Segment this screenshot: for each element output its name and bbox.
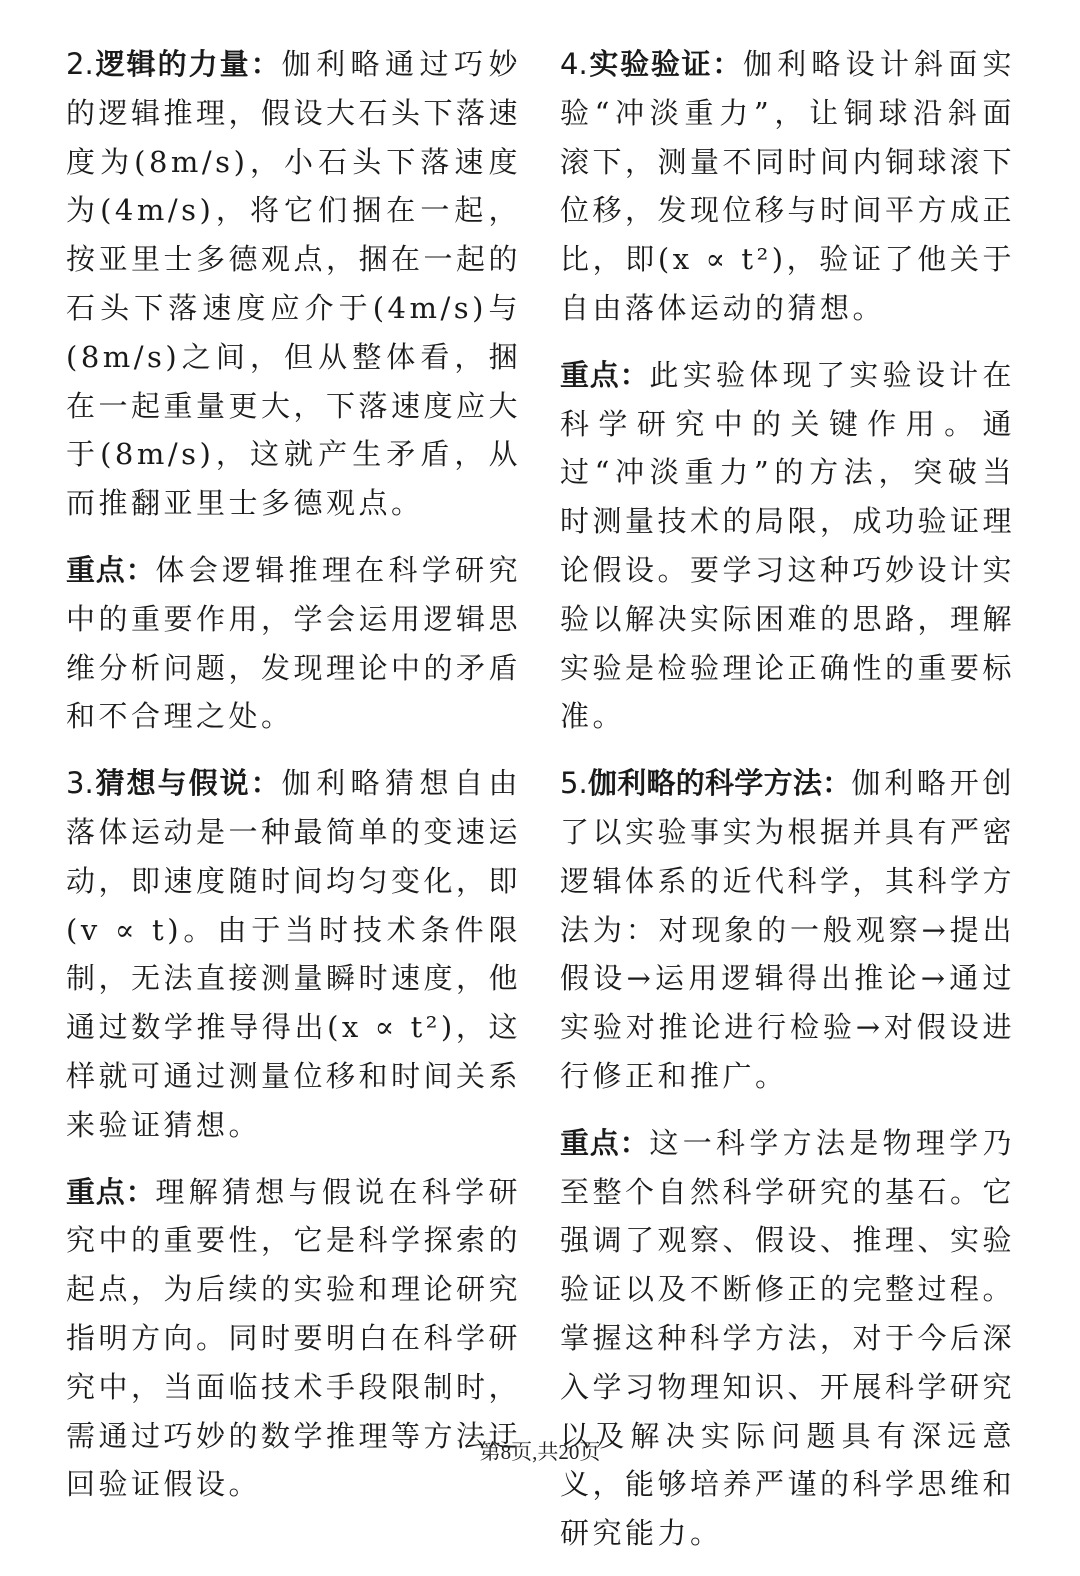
section-heading: [66, 47, 282, 81]
key-point-label: 重点：: [66, 552, 156, 587]
section-heading: [560, 766, 851, 800]
key-point-logic: [66, 546, 521, 741]
section-heading: [66, 766, 282, 800]
key-point-label: 重点：: [66, 1174, 156, 1209]
section-heading: [560, 47, 743, 81]
section-body: 伽利略通过巧妙的逻辑推理，假设大石头下落速度为(8m/s)，小石头下落速度为(4m/s)，将它们捆在一起，按亚里士多德观点，捆在一起的石头下落速度应介于(4m/s)与(8m/s)之间，但从整体看，捆在一起重量更大，下落速度应大于(8m/s)，这就产生矛盾，从而推翻亚里士多德观点。: [66, 47, 522, 521]
section-experiment: [560, 40, 1015, 333]
section-title: 实验验证：: [587, 47, 743, 81]
key-point-body: 理解猜想与假说在科学研究中的重要性，它是科学探索的起点，为后续的实验和理论研究指明方向。同时要明白在科学研究中，当面临技术手段限制时，需通过巧妙的数学推理等方法迂回验证假设。: [66, 1174, 522, 1502]
left-column: [66, 40, 521, 1527]
section-logic-power: [66, 40, 521, 528]
section-title: 逻辑的力量：: [93, 47, 282, 81]
key-point-label: 重点：: [560, 357, 650, 392]
section-title: 伽利略的科学方法：: [587, 766, 852, 801]
section-title: 猜想与假说：: [93, 766, 282, 801]
section-number: 2.: [66, 47, 94, 81]
key-point-body: 此实验体现了实验设计在科学研究中的关键作用。通过“冲淡重力”的方法，突破当时测量技术的局限，成功验证理论假设。要学习这种巧妙设计实验以解决实际困难的思路，理解实验是检验理论正确性的重要标准。: [560, 357, 1016, 734]
key-point-label: 重点：: [560, 1125, 650, 1160]
key-point-method: [560, 1119, 1015, 1558]
key-point-body: 这一科学方法是物理学乃至整个自然科学研究的基石。它强调了观察、假设、推理、实验验证以及不断修正的完整过程。掌握这种科学方法，对于今后深入学习物理知识、开展科学研究以及解决实际问题具有深远意义，能够培养严谨的科学思维和研究能力。: [560, 1125, 1016, 1551]
section-body: 伽利略猜想自由落体运动是一种最简单的变速运动，即速度随时间均匀变化，即(v ∝ t)。由于当时技术条件限制，无法直接测量瞬时速度，他通过数学推导得出(x ∝ t²)，这样就可通过测量位移和时间关系来验证猜想。: [66, 766, 522, 1142]
section-body: 伽利略设计斜面实验“冲淡重力”，让铜球沿斜面滚下，测量不同时间内铜球滚下位移，发现位移与时间平方成正比，即(x ∝ t²)，验证了他关于自由落体运动的猜想。: [560, 47, 1016, 325]
key-point-body: 体会逻辑推理在科学研究中的重要作用，学会运用逻辑思维分析问题，发现理论中的矛盾和不合理之处。: [66, 552, 522, 734]
section-number: 4.: [560, 47, 588, 81]
section-scientific-method: [560, 759, 1015, 1101]
key-point-experiment: [560, 351, 1015, 741]
page-number: 第8页,共20页: [479, 1440, 601, 1464]
section-number: 3.: [66, 766, 94, 801]
section-hypothesis: [66, 759, 521, 1149]
section-body: 伽利略开创了以实验事实为根据并具有严密逻辑体系的近代科学，其科学方法为：对现象的一般观察→提出假设→运用逻辑得出推论→通过实验对推论进行检验→对假设进行修正和推广。: [560, 766, 1016, 1093]
section-number: 5.: [560, 766, 588, 801]
right-column: [560, 40, 1015, 1576]
